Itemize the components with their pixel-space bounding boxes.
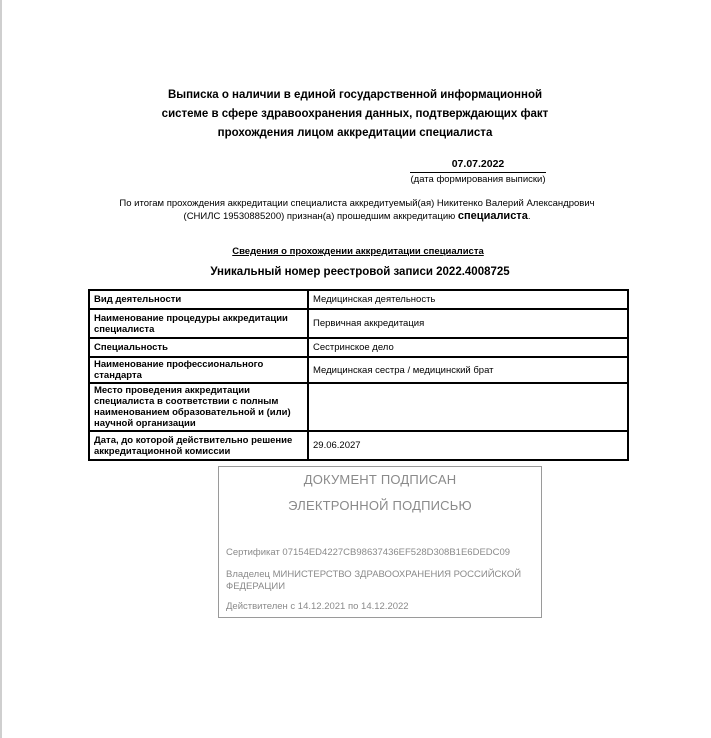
- title-line-1: Выписка о наличии в единой государственной информационной: [167, 89, 543, 101]
- table-row: [89, 338, 628, 357]
- row-label: Вид деятельности: [89, 290, 308, 309]
- row-value: Медицинская деятельность: [308, 290, 628, 309]
- stamp-validity: Действителен с 14.12.2021 по 14.12.2022: [226, 601, 409, 612]
- registry-number: Уникальный номер реестровой записи 2022.4008725: [210, 266, 510, 278]
- row-label: Наименование профессионального стандарта: [89, 357, 308, 383]
- row-value: 29.06.2027: [308, 431, 628, 460]
- table-row: [89, 290, 628, 309]
- table-row: [89, 309, 628, 338]
- stamp-certificate: Сертификат 07154ED4227CB98637436EF528D308B1E6DEDC09: [226, 547, 511, 558]
- row-value: [308, 383, 628, 431]
- stamp-electronic-line: ЭЛЕКТРОННОЙ ПОДПИСЬЮ: [288, 498, 472, 513]
- table-row: [89, 357, 628, 383]
- row-label: Дата, до которой действительно решение аккредитационной комиссии: [89, 431, 308, 460]
- row-value: Первичная аккредитация: [308, 309, 628, 338]
- intro-text: По итогам прохождения аккредитации специалиста аккредитуемый(ая) Никитенко Валерий Александрович (СНИЛС 19530885200) признан(а) прошедшим аккредитацию: [119, 198, 595, 222]
- row-label: Место проведения аккредитации специалиста в соответствии с полным наименованием образовательной и (или) научной организации: [89, 383, 308, 431]
- intro-paragraph: [104, 198, 610, 223]
- intro-tail: .: [527, 211, 531, 222]
- section-heading: Сведения о прохождении аккредитации специалиста: [232, 246, 484, 257]
- document-title: [120, 86, 590, 143]
- formation-date: 07.07.2022: [410, 158, 546, 173]
- table-row: [89, 431, 628, 460]
- electronic-signature-stamp: [218, 466, 542, 618]
- stamp-signed-line: ДОКУМЕНТ ПОДПИСАН: [303, 472, 457, 487]
- stamp-owner: Владелец МИНИСТЕРСТВО ЗДРАВООХРАНЕНИЯ РОССИЙСКОЙ ФЕДЕРАЦИИ: [226, 569, 522, 592]
- title-line-3: прохождения лицом аккредитации специалиста: [217, 127, 493, 139]
- row-value: Сестринское дело: [308, 338, 628, 357]
- date-block: [410, 158, 546, 186]
- row-label: Наименование процедуры аккредитации специалиста: [89, 309, 308, 338]
- row-label: Специальность: [89, 338, 308, 357]
- title-line-2: системе в сфере здравоохранения данных, подтверждающих факт: [161, 108, 549, 120]
- row-value: Медицинская сестра / медицинский брат: [308, 357, 628, 383]
- intro-bold-word: специалиста: [457, 210, 528, 222]
- formation-date-caption: (дата формирования выписки): [410, 174, 546, 185]
- accreditation-table: [88, 289, 629, 461]
- table-row: [89, 383, 628, 431]
